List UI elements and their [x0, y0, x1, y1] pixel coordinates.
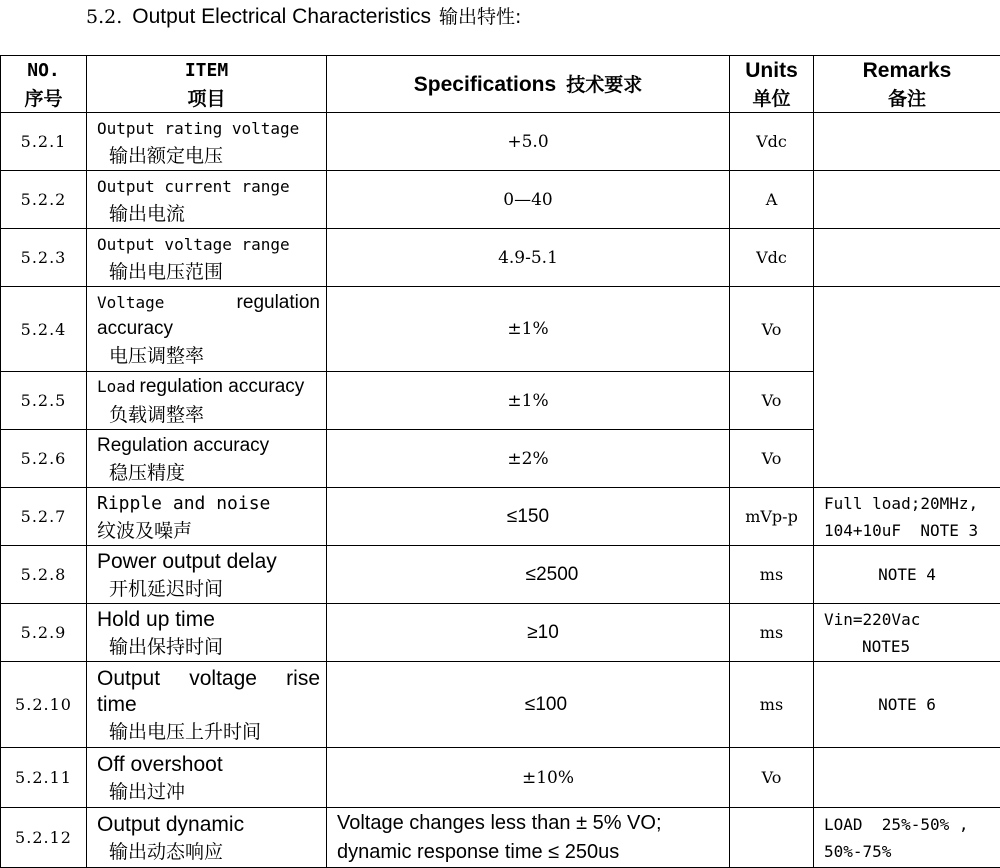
- table-row: [1, 229, 1000, 287]
- row-spec: ≤150: [327, 488, 730, 546]
- row-spec: 4.9-5.1: [327, 229, 730, 287]
- row-spec: ≥10: [327, 604, 730, 662]
- row-number: 5.2.7: [1, 488, 87, 546]
- row-item: Hold up time 输出保持时间: [87, 604, 327, 662]
- header-no: NO. 序号: [1, 56, 87, 113]
- row-spec: ±2%: [327, 430, 730, 488]
- row-number: 5.2.5: [1, 372, 87, 430]
- row-spec: ≤100: [327, 662, 730, 748]
- row-item: Off overshoot 输出过冲: [87, 748, 327, 808]
- row-number: 5.2.11: [1, 748, 87, 808]
- header-item: ITEM 项目: [87, 56, 327, 113]
- row-unit: Vo: [730, 430, 814, 488]
- row-remark: LOAD 25%-50% , 50%-75%: [814, 808, 1000, 868]
- row-spec: +5.0: [327, 113, 730, 171]
- row-item: Power output delay 开机延迟时间: [87, 546, 327, 604]
- row-unit: ms: [730, 662, 814, 748]
- row-number: 5.2.1: [1, 113, 87, 171]
- row-item: Load regulation accuracy 负载调整率: [87, 372, 327, 430]
- row-item: Output voltage range 输出电压范围: [87, 229, 327, 287]
- section-title: Output Electrical Characteristics: [132, 5, 432, 28]
- row-remark: Vin=220Vac NOTE5: [814, 604, 1000, 662]
- row-spec: ±1%: [327, 287, 730, 372]
- row-number: 5.2.9: [1, 604, 87, 662]
- header-specifications: Specifications 技术要求: [327, 56, 730, 113]
- row-item: Voltage regulation accuracy 电压调整率: [87, 287, 327, 372]
- row-item: Output voltage rise time 输出电压上升时间: [87, 662, 327, 748]
- section-number: 5.2.: [86, 6, 123, 28]
- row-spec: ≤2500: [327, 546, 730, 604]
- table-row: [1, 546, 1000, 604]
- table-row: [1, 287, 1000, 372]
- row-number: 5.2.6: [1, 430, 87, 488]
- section-heading: [86, 2, 521, 29]
- row-spec: 0—40: [327, 171, 730, 229]
- row-spec: Voltage changes less than ± 5% VO; dynamic response time ≤ 250us: [327, 808, 730, 868]
- row-unit: Vdc: [730, 113, 814, 171]
- table-header-row: [1, 56, 1000, 113]
- row-number: 5.2.3: [1, 229, 87, 287]
- header-units: Units 单位: [730, 56, 814, 113]
- row-remark: NOTE 4: [814, 546, 1000, 604]
- row-unit: Vo: [730, 748, 814, 808]
- row-spec: ±1%: [327, 372, 730, 430]
- table-row: [1, 604, 1000, 662]
- table-row: [1, 171, 1000, 229]
- row-unit: Vo: [730, 372, 814, 430]
- row-number: 5.2.10: [1, 662, 87, 748]
- header-remarks: Remarks 备注: [814, 56, 1000, 113]
- row-remark: [814, 113, 1000, 171]
- row-item: Output rating voltage 输出额定电压: [87, 113, 327, 171]
- table-row: [1, 113, 1000, 171]
- row-number: 5.2.8: [1, 546, 87, 604]
- row-number: 5.2.12: [1, 808, 87, 868]
- row-unit: [730, 808, 814, 868]
- row-remark: [814, 287, 1000, 488]
- row-unit: A: [730, 171, 814, 229]
- row-unit: mVp-p: [730, 488, 814, 546]
- row-unit: ms: [730, 546, 814, 604]
- row-remark: NOTE 6: [814, 662, 1000, 748]
- row-remark: [814, 171, 1000, 229]
- row-item: Output dynamic 输出动态响应: [87, 808, 327, 868]
- row-remark: [814, 229, 1000, 287]
- row-item: Regulation accuracy 稳压精度: [87, 430, 327, 488]
- section-title-cn: 输出特性:: [439, 6, 522, 28]
- row-unit: Vo: [730, 287, 814, 372]
- row-item: Ripple and noise 纹波及噪声: [87, 488, 327, 546]
- output-characteristics-table: [0, 55, 1000, 868]
- row-unit: ms: [730, 604, 814, 662]
- table-row: [1, 488, 1000, 546]
- row-spec: ±10%: [327, 748, 730, 808]
- row-number: 5.2.2: [1, 171, 87, 229]
- row-unit: Vdc: [730, 229, 814, 287]
- row-remark: Full load;20MHz, 104+10uF NOTE 3: [814, 488, 1000, 546]
- row-number: 5.2.4: [1, 287, 87, 372]
- table-row: [1, 808, 1000, 868]
- row-remark: [814, 748, 1000, 808]
- table-row: [1, 662, 1000, 748]
- row-item: Output current range 输出电流: [87, 171, 327, 229]
- table-row: [1, 748, 1000, 808]
